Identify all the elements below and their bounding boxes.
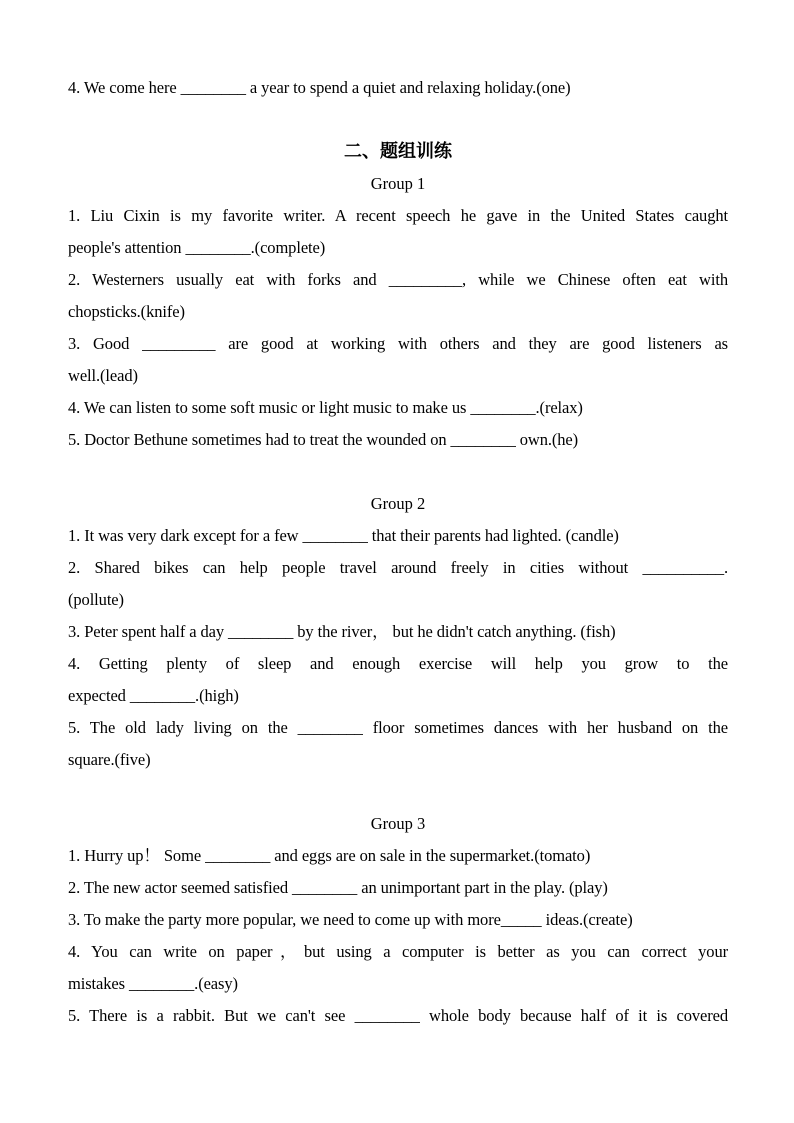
exercise-line: people's attention ________.(complete) — [68, 238, 326, 257]
group-1 — [68, 168, 728, 456]
spacer — [68, 456, 728, 488]
exercise-line: 3. Good _________ are good at working with others and they are good listeners as — [68, 334, 728, 353]
exercise-line: well.(lead) — [68, 366, 138, 385]
exercise-line: 1. It was very dark except for a few ________ that their parents had lighted. (candle) — [68, 526, 619, 545]
exercise-line: 2. Westerners usually eat with forks and _________, while we Chinese often eat with — [68, 270, 728, 289]
exercise-line: 2. Shared bikes can help people travel around freely in cities without __________. — [68, 558, 728, 577]
document-content — [68, 72, 728, 1032]
exercise-line: (pollute) — [68, 590, 124, 609]
exercise-line: 2. The new actor seemed satisfied ________ an unimportant part in the play. (play) — [68, 878, 608, 897]
exercise-line: 1. Liu Cixin is my favorite writer. A recent speech he gave in the United States caught — [68, 206, 728, 225]
section-heading: 二、题组训练 — [344, 141, 452, 162]
group-title: Group 3 — [370, 814, 426, 833]
exercise-line: 4. You can write on paper，but using a computer is better as you can correct your — [68, 942, 728, 961]
exercise-line: 3. To make the party more popular, we need to come up with more_____ ideas.(create) — [68, 910, 633, 929]
exercise-line: 5. There is a rabbit. But we can't see ________ whole body because half of it is covered — [68, 1006, 728, 1025]
spacer — [68, 776, 728, 808]
exercise-line: 1. Hurry up！ Some ________ and eggs are on sale in the supermarket.(tomato) — [68, 846, 591, 865]
exercise-line: mistakes ________.(easy) — [68, 974, 238, 993]
exercise-line: square.(five) — [68, 750, 151, 769]
group-title: Group 1 — [370, 174, 426, 193]
exercise-line-top: 4. We come here ________ a year to spend a quiet and relaxing holiday.(one) — [68, 78, 571, 97]
group-3 — [68, 808, 728, 1032]
exercise-line: 4. Getting plenty of sleep and enough exercise will help you grow to the — [68, 654, 728, 673]
exercise-line: chopsticks.(knife) — [68, 302, 185, 321]
exercise-line: 5. Doctor Bethune sometimes had to treat the wounded on ________ own.(he) — [68, 430, 579, 449]
group-title: Group 2 — [370, 494, 426, 513]
exercise-line: 5. The old lady living on the ________ floor sometimes dances with her husband on the — [68, 718, 728, 737]
group-2 — [68, 488, 728, 776]
exercise-line: expected ________.(high) — [68, 686, 239, 705]
exercise-line: 3. Peter spent half a day ________ by the river， but he didn't catch anything. (fish) — [68, 622, 616, 641]
exercise-line: 4. We can listen to some soft music or light music to make us ________.(relax) — [68, 398, 583, 417]
